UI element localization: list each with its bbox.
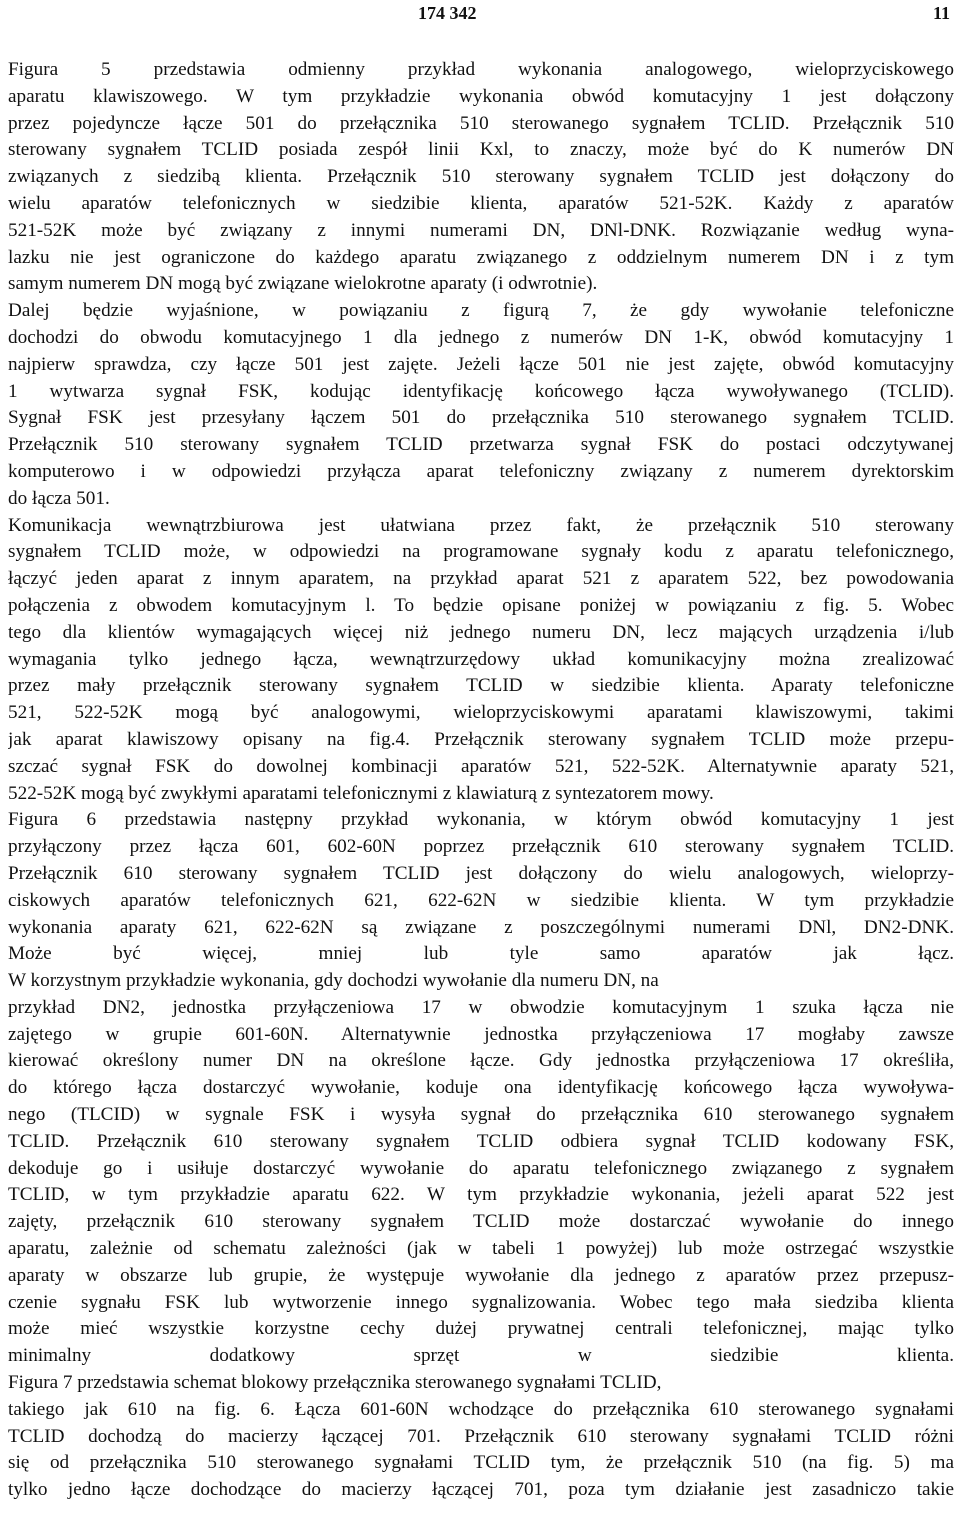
text-line: Przełącznik 610 sterowany sygnałem TCLID jest dołączony do wielu analogowych, wieloprzy- [8, 862, 954, 884]
text-line: Figura 6 przedstawia następny przykład wykonania, w którym obwód komutacyjny 1 jest [8, 809, 954, 831]
text-line: W korzystnym przykładzie wykonania, gdy dochodzi wywołanie dla numeru DN, na [8, 970, 659, 992]
text-line: kierować określony numer DN na określone łącze. Gdy jednostka przyłączeniowa 17 określiła, [8, 1050, 954, 1072]
text-line: sygnałem TCLID może, w odpowiedzi na programowane sygnały kodu z aparatu telefonicznego, [8, 541, 954, 563]
text-line: zajęty, przełącznik 610 sterowany sygnałem TCLID może dostarczać wywołanie do innego [8, 1211, 954, 1233]
text-line: TCLID. Przełącznik 610 sterowany sygnałem TCLID odbiera sygnał TCLID kodowany FSK, [8, 1130, 954, 1152]
text-line: zajętego w grupie 601-60N. Alternatywnie jednostka przyłączeniowa 17 mogłaby zawsze [8, 1023, 954, 1045]
text-line: aparatu, zależnie od schematu zależności (jak w tabeli 1 powyżej) lub może ostrzegać wszystkie [8, 1238, 954, 1260]
text-line: może mieć wszystkie korzystne cechy dużej prywatnej centrali telefonicznej, mając tylko [8, 1318, 954, 1340]
text-line: wielu aparatów telefonicznych w siedzibie klienta, aparatów 521-52K. Każdy z aparatów [8, 192, 954, 214]
text-line: 522-52K mogą być zwykłymi aparatami telefonicznymi z klawiaturą z syntezatorem mowy. [8, 782, 714, 804]
text-line: związanych z siedzibą klienta. Przełącznik 510 sterowany sygnałem TCLID jest dołączony do [8, 166, 954, 188]
patent-number: 174 342 [418, 3, 477, 23]
text-line: nego (TLCID) w sygnale FSK i wysyła sygnał do przełącznika 610 sterowanego sygnałem [8, 1104, 954, 1126]
text-line: przez pojedyncze łącze 501 do przełącznika 510 sterowanego sygnałem TCLID. Przełącznik 510 [8, 112, 954, 134]
text-line: dochodzi do obwodu komutacyjnego 1 dla jednego z numerów DN 1-K, obwód komutacyjny 1 [8, 326, 954, 348]
text-line: do którego łącza dostarczyć wywołanie, koduje ona identyfikację końcowego łącza wywoływa- [8, 1077, 954, 1099]
text-line: Dalej będzie wyjaśnione, w powiązaniu z figurą 7, że gdy wywołanie telefoniczne [8, 300, 954, 322]
text-line: TCLID dochodzą do macierzy łączącej 701. Przełącznik 610 sterowany sygnałami TCLID różni [8, 1425, 954, 1447]
text-line: komputerowo i w odpowiedzi przyłącza aparat telefoniczny związany z numerem dyrektorskim [8, 460, 954, 482]
body-text [8, 57, 954, 1504]
text-line: najpierw sprawdza, czy łącze 501 jest zajęte. Jeżeli łącze 501 nie jest zajęte, obwód komutacyjny [8, 353, 954, 375]
page-number: 11 [932, 3, 950, 23]
text-line: do łącza 501. [8, 487, 110, 509]
text-line: Figura 5 przedstawia odmienny przykład wykonania analogowego, wieloprzyciskowego [8, 59, 954, 80]
text-line: się od przełącznika 510 sterowanego sygnałami TCLID tym, że przełącznik 510 (na fig. 5) ma [8, 1452, 954, 1474]
text-line: Sygnał FSK jest przesyłany łączem 501 do przełącznika 510 sterowanego sygnałem TCLID. [8, 407, 954, 429]
text-line: wykonania aparaty 621, 622-62N są związane z poszczególnymi numerami DNl, DN2-DNK. [8, 916, 954, 938]
text-line: łączyć jeden aparat z innym aparatem, na przykład aparat 521 z aparatem 522, bez powodowania [8, 568, 954, 590]
text-line: tego dla klientów wymagających więcej niż jednego numeru DN, lecz mających urządzenia i/lub [8, 621, 954, 643]
text-line: tylko jedno łącze dochodzące do macierzy łączącej 701, poza tym działanie jest zasadniczo takie [8, 1479, 954, 1501]
text-line: samym numerem DN mogą być związane wielokrotne aparaty (i odwrotnie). [8, 273, 598, 295]
text-line: Komunikacja wewnątrzbiurowa jest ułatwiana przez fakt, że przełącznik 510 sterowany [8, 514, 954, 536]
text-line: przykład DN2, jednostka przyłączeniowa 17 w obwodzie komutacyjnym 1 szuka łącza nie [8, 996, 954, 1018]
text-line: Może być więcej, mniej lub tyle samo aparatów jak łącz. [8, 943, 954, 965]
text-line: 1 wytwarza sygnał FSK, kodując identyfikację końcowego łącza wywoływanego (TCLID). [8, 380, 954, 402]
text-line: jak aparat klawiszowy opisany na fig.4. Przełącznik sterowany sygnałem TCLID może przepu- [8, 728, 954, 750]
text-line: dekoduje go i usiłuje dostarczyć wywołanie do aparatu telefonicznego związanego z sygnałem [8, 1157, 954, 1179]
text-line: przez mały przełącznik sterowany sygnałem TCLID w siedzibie klienta. Aparaty telefoniczne [8, 675, 954, 697]
text-line: przyłączony przez łącza 601, 602-60N poprzez przełącznik 610 sterowany sygnałem TCLID. [8, 836, 954, 858]
text-line: 521-52K może być związany z innymi numerami DN, DNl-DNK. Rozwiązanie według wyna- [8, 219, 954, 241]
text-line: takiego jak 610 na fig. 6. Łącza 601-60N wchodzące do przełącznika 610 sterowanego sygnałami [8, 1398, 954, 1420]
text-line: Figura 7 przedstawia schemat blokowy przełącznika sterowanego sygnałami TCLID, [8, 1372, 662, 1394]
text-line: TCLID, w tym przykładzie aparatu 622. W tym przykładzie wykonania, jeżeli aparat 522 jest [8, 1184, 954, 1206]
text-line: połączenia z obwodem komutacyjnym l. To będzie opisane poniżej w powiązaniu z fig. 5. Wobec [8, 594, 954, 616]
text-line: czenie sygnału FSK lub wytworzenie innego sygnalizowania. Wobec tego mała siedziba klienta [8, 1291, 954, 1313]
text-line: sterowany sygnałem TCLID posiada zespół linii Kxl, to znaczy, może być do K numerów DN [8, 139, 954, 161]
text-line: aparatu klawiszowego. W tym przykładzie wykonania obwód komutacyjny 1 jest dołączony [8, 85, 954, 107]
text-line: ciskowych aparatów telefonicznych 621, 622-62N w siedzibie klienta. W tym przykładzie [8, 889, 954, 911]
text-line: aparaty w obszarze lub grupie, że występuje wywołanie dla jednego z aparatów przez przepusz- [8, 1264, 954, 1286]
text-line: wymagania tylko jednego łącza, wewnątrzurzędowy układ komunikacyjny można zrealizować [8, 648, 954, 670]
page-header [0, 0, 960, 30]
text-line: szczać sygnał FSK do dowolnej kombinacji aparatów 521, 522-52K. Alternatywnie aparaty 521, [8, 755, 954, 777]
text-line: 521, 522-52K mogą być analogowymi, wieloprzyciskowymi aparatami klawiszowymi, takimi [8, 702, 954, 724]
text-line: Przełącznik 510 sterowany sygnałem TCLID przetwarza sygnał FSK do postaci odczytywanej [8, 434, 954, 456]
text-line: minimalny dodatkowy sprzęt w siedzibie klienta. [8, 1345, 954, 1367]
text-line: lazku nie jest ograniczone do każdego aparatu związanego z oddzielnym numerem DN i z tym [8, 246, 954, 268]
